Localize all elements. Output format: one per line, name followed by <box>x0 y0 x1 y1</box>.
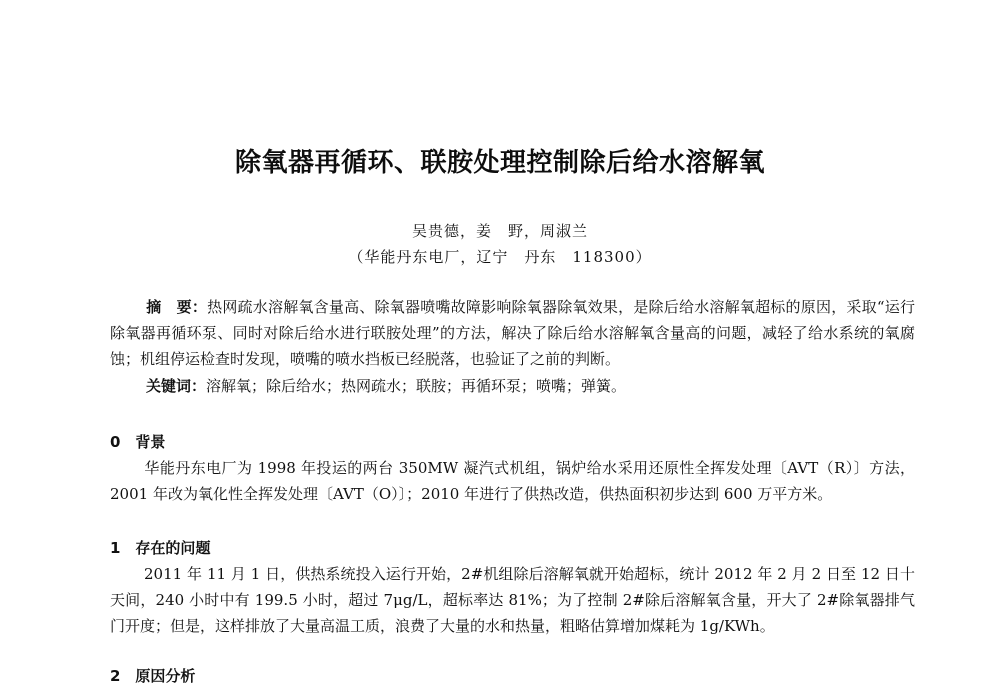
paper-authors: 吴贵德，姜 野，周淑兰 <box>411 222 588 240</box>
paper-affiliation: （华能丹东电厂，辽宁 丹东 118300） <box>348 248 652 266</box>
abstract-label: 摘 要： <box>146 298 208 316</box>
section-paragraph-background <box>110 455 915 507</box>
keywords-block <box>146 373 916 399</box>
section-heading-analysis: 2 原因分析 <box>110 667 196 685</box>
abstract-text: 热网疏水溶解氧含量高、除氧器喷嘴故障影响除氧器除氧效果，是除后给水溶解氧超标的原因，采取“运行除氧器再循环泵、同时对除后给水进行联胺处理”的方法，解决了除后给水溶解氧含量高的问题，减轻了给水系统的氧腐蚀；机组停运检查时发现，喷嘴的喷水挡板已经脱落，也验证了之前的判断。 <box>110 298 915 368</box>
paragraph-text: 华能丹东电厂为 1998 年投运的两台 350MW 凝汽式机组，锅炉给水采用还原性全挥发处理〔AVT（R）〕方法，2001 年改为氧化性全挥发处理〔AVT（O）〕；2010 年进行了供热改造，供热面积初步达到 600 万平方米。 <box>110 459 915 503</box>
paper-title: 除氧器再循环、联胺处理控制除后给水溶解氧 <box>234 148 765 178</box>
abstract-block <box>110 294 915 372</box>
section-heading-problem: 1 存在的问题 <box>110 539 211 557</box>
section-paragraph-problem <box>110 561 915 639</box>
section-heading-background: 0 背景 <box>110 433 166 451</box>
keywords-label: 关键词： <box>146 377 207 395</box>
keywords-text: 溶解氧；除后给水；热网疏水；联胺；再循环泵；喷嘴；弹簧。 <box>206 377 627 395</box>
paragraph-text: 2011 年 11 月 1 日，供热系统投入运行开始，2#机组除后溶解氧就开始超标，统计 2012 年 2 月 2 日至 12 日十天间，240 小时中有 199.5 小时，超过 7μg/L，超标率达 81%；为了控制 2#除后溶解氧含量，开大了 2#除氧器排气门开度；但是，这样排放了大量高温工质，浪费了大量的水和热量，粗略估算增加煤耗为 1g/KWh。 <box>110 565 915 635</box>
